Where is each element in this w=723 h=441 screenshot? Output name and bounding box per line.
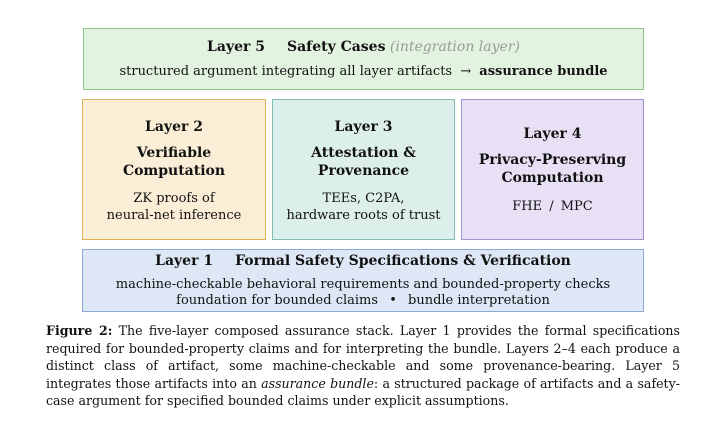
caption-text-a: The five-layer composed assurance stack. Layer 1 provides the formal specifications required for bounded-property claims and for interpreting the bundle. Layers 2–4 each produce a distinct class of artifact, some machine-checkable and some provenance-bearing. Layer 5 integrates those artifacts into an xyxy=(46,323,680,391)
layer3-desc-line1: TEEs, C2PA, xyxy=(322,191,405,206)
layer5-note: (integration layer) xyxy=(389,39,520,55)
layer1-bullet: • xyxy=(389,293,397,308)
layer5-header xyxy=(84,39,643,55)
layer3-title-line1: Attestation & xyxy=(311,145,416,161)
layer2-title-line1: Verifiable xyxy=(136,145,212,161)
layer2-box xyxy=(82,99,266,240)
layer3-desc-line2: hardware roots of trust xyxy=(286,208,441,223)
layer2-title-line2: Computation xyxy=(122,163,226,179)
layer5-box xyxy=(83,28,644,90)
layer4-desc-line1: FHE / MPC xyxy=(512,199,593,214)
layer2-desc-line2: neural-net inference xyxy=(106,208,242,223)
layer1-desc-line2-a: foundation for bounded claims xyxy=(176,293,379,308)
layer1-header xyxy=(83,253,643,269)
figure-caption xyxy=(46,322,680,410)
layer3-label: Layer 3 xyxy=(334,119,393,135)
layer3-box xyxy=(272,99,455,240)
layer5-desc-bold: assurance bundle xyxy=(479,64,608,79)
layer5-desc-prefix: structured argument integrating all layer artifacts xyxy=(119,64,453,79)
caption-label: Figure 2: xyxy=(46,323,113,338)
layer5-title: Safety Cases xyxy=(286,39,386,55)
layer1-desc-line2-b: bundle interpretation xyxy=(408,293,550,308)
layer1-title: Formal Safety Specifications & Verification xyxy=(235,253,571,269)
layer2-desc-line1: ZK proofs of xyxy=(133,191,215,206)
caption-text-italic: assurance bundle xyxy=(261,375,374,391)
layer1-desc-line1: machine-checkable behavioral requirements and bounded-property checks xyxy=(115,277,611,292)
layer4-box xyxy=(461,99,644,240)
layer5-description xyxy=(84,64,643,79)
layer1-box xyxy=(82,249,644,312)
layer4-label: Layer 4 xyxy=(523,126,582,142)
layer4-title-line2: Computation xyxy=(501,170,604,186)
layer1-desc-line2 xyxy=(83,293,643,308)
layer3-title-line2: Provenance xyxy=(317,163,410,179)
caption-text-b: : a structured package of artifacts and a safety-case argument for specified bounded claims under explicit assumptions. xyxy=(46,375,680,409)
layer5-arrow: → xyxy=(460,64,472,79)
layer1-label: Layer 1 xyxy=(155,253,214,269)
layer5-label: Layer 5 xyxy=(207,39,265,55)
layer4-title-line1: Privacy-Preserving xyxy=(478,152,627,168)
layer2-label: Layer 2 xyxy=(145,119,203,135)
